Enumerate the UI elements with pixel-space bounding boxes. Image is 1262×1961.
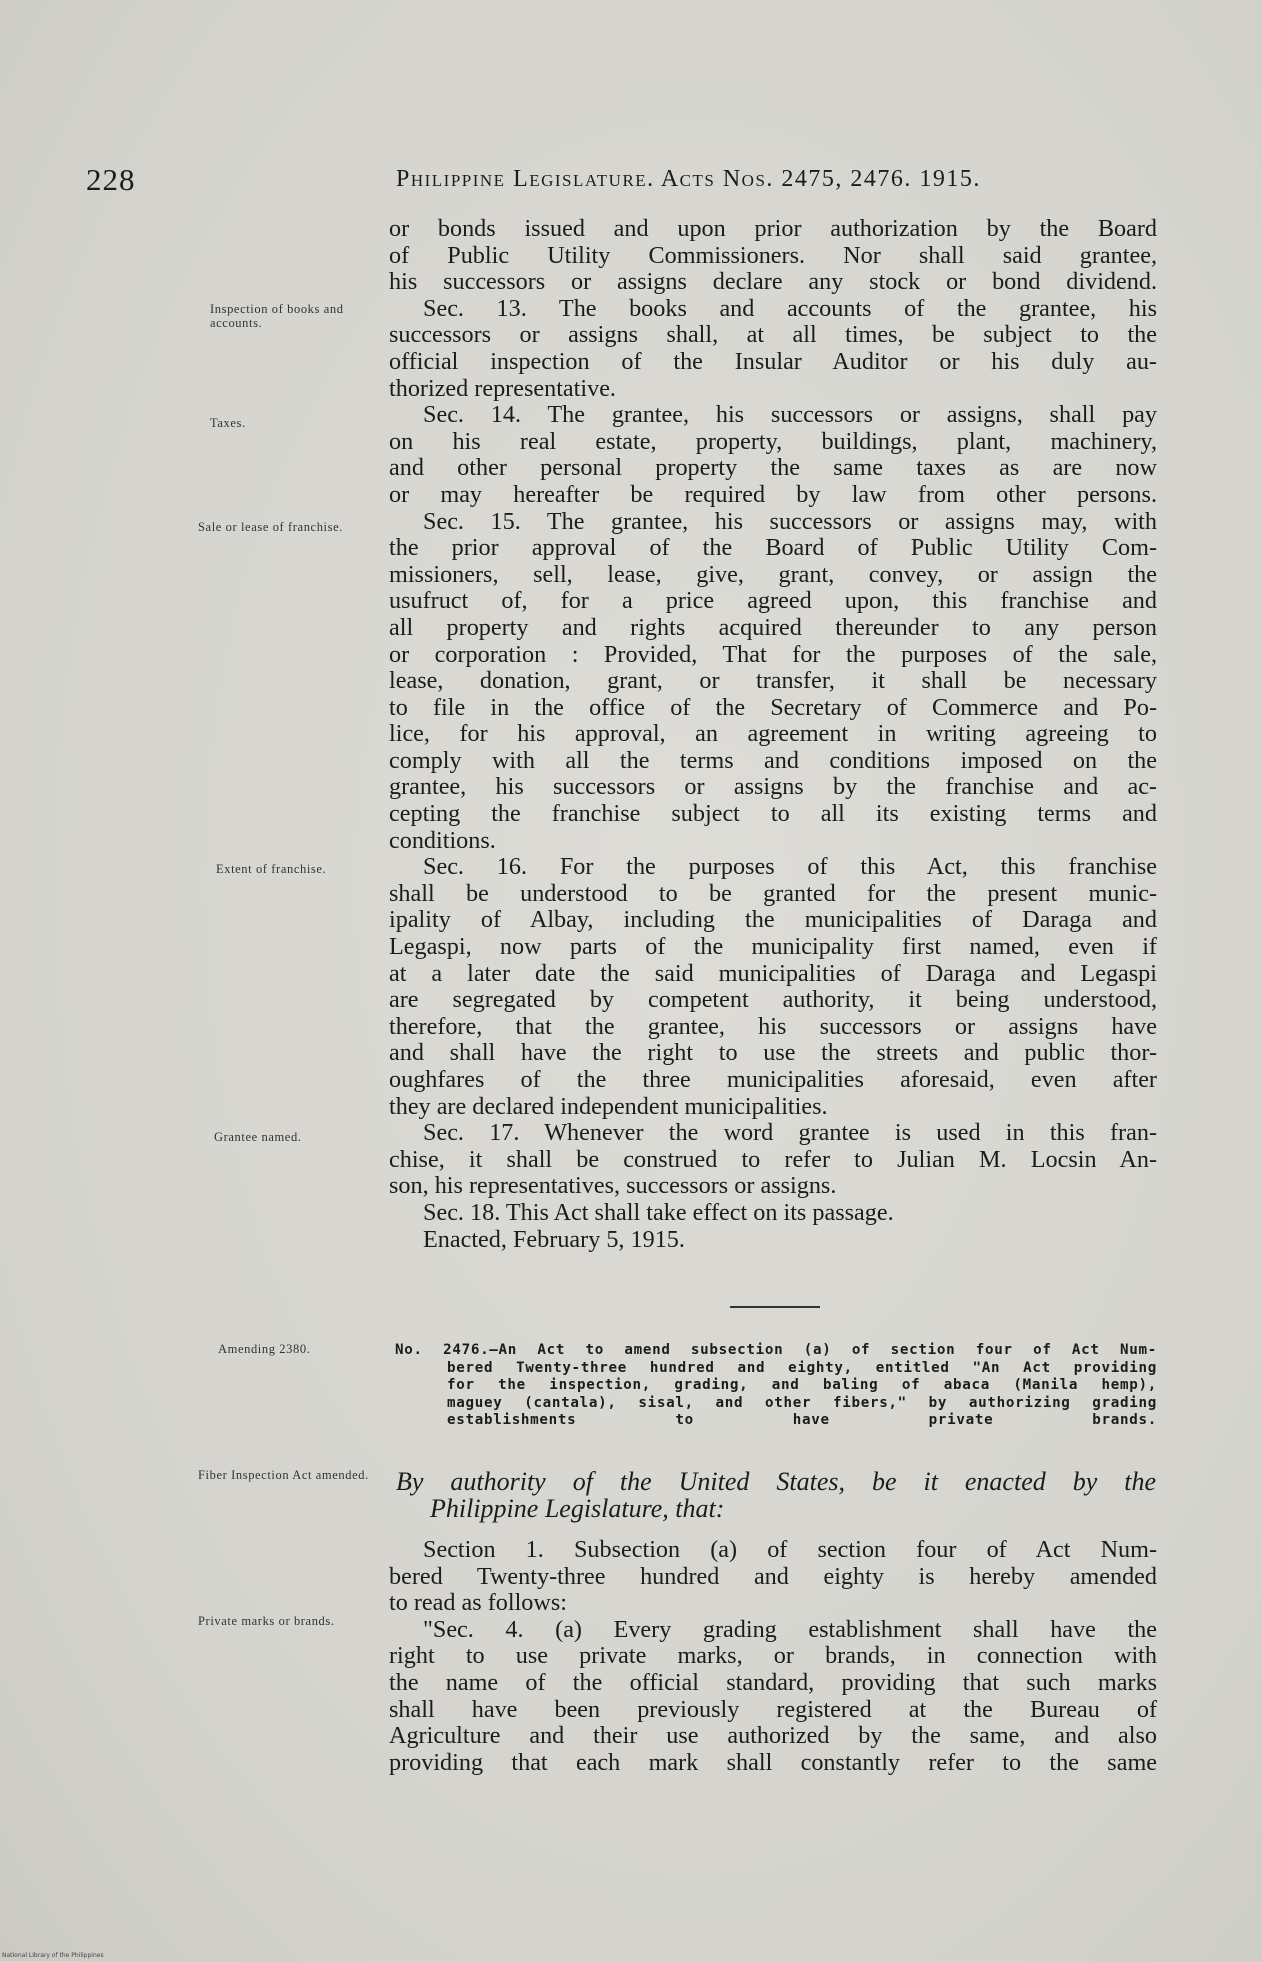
sec4a-line: the name of the official standard, providing that such marks (389, 1668, 1157, 1696)
margin-note-amending: Amending 2380. (218, 1342, 311, 1356)
sec14-line: and other personal property the same taxes as are now (389, 454, 1157, 482)
act-synopsis (395, 1342, 1157, 1430)
sec15-line: missioners, sell, lease, give, grant, convey, or assign the (389, 560, 1157, 588)
page-number: 228 (86, 162, 136, 197)
sec16-line: at a later date the said municipalities of Daraga and Legaspi (389, 959, 1157, 987)
section1-line: to read as follows: (389, 1589, 568, 1617)
sec15-line: all property and rights acquired thereunder to any person (389, 613, 1157, 641)
sec16-line: ipality of Albay, including the municipalities of Daraga and (389, 906, 1157, 934)
margin-note-sale-lease: Sale or lease of franchise. (198, 520, 343, 534)
sec14-line: on his real estate, property, buildings, plant, machinery, (389, 427, 1157, 455)
margin-note-private-marks: Private marks or brands. (198, 1614, 335, 1628)
sec16-line: shall be understood to be granted for the present munic- (389, 879, 1157, 907)
sec13-line: thorized representative. (389, 374, 616, 402)
enacting-line: By authority of the United States, be it enacted by the (396, 1467, 1156, 1496)
sec16-line: and shall have the right to use the streets and public thor- (389, 1039, 1157, 1067)
synopsis-line: bered Twenty-three hundred and eighty, entitled "An Act providing (447, 1359, 1157, 1376)
synopsis-line: No. 2476.—An Act to amend subsection (a) of section four of Act Num- (395, 1342, 1157, 1358)
enacting-line: Philippine Legislature, that: (430, 1494, 725, 1523)
section-divider (730, 1306, 820, 1308)
margin-note-fiber: Fiber Inspection Act amended. (198, 1468, 369, 1482)
sec4a-line: right to use private marks, or brands, in connection with (389, 1642, 1157, 1670)
sec16-line: Sec. 16. For the purposes of this Act, this franchise (423, 853, 1157, 881)
synopsis-line: establishments to have private brands. (447, 1412, 1157, 1429)
enacting-clause (396, 1468, 1156, 1522)
sec16-line: oughfares of the three municipalities aforesaid, even after (389, 1066, 1157, 1093)
sec4a-line: providing that each mark shall constantly refer to the same (389, 1748, 1157, 1776)
body-text (389, 216, 1157, 1253)
sec15-line: cepting the franchise subject to all its existing terms and (389, 800, 1157, 828)
sec15-line: or corporation : Provided, That for the purposes of the sale, (389, 640, 1157, 668)
sec18-line: Sec. 18. This Act shall take effect on its passage. (423, 1198, 894, 1226)
sec15-line: comply with all the terms and conditions imposed on the (389, 746, 1157, 774)
margin-note-inspection: Inspection of books and accounts. (210, 302, 344, 330)
sec14-line: or may hereafter be required by law from other persons. (389, 480, 1157, 508)
sec13-line: official inspection of the Insular Auditor or his duly au- (389, 347, 1157, 375)
sec15-line: the prior approval of the Board of Public Utility Com- (389, 534, 1157, 562)
sec14-line: Sec. 14. The grantee, his successors or assigns, shall pay (423, 401, 1157, 429)
sec4a-line: "Sec. 4. (a) Every grading establishment shall have the (423, 1615, 1157, 1643)
sec17-line: Sec. 17. Whenever the word grantee is used in this fran- (423, 1119, 1157, 1147)
sec15-line: usufruct of, for a price agreed upon, this franchise and (389, 587, 1157, 615)
sec17-line: chise, it shall be construed to refer to Julian M. Locsin An- (389, 1145, 1157, 1173)
text-line: or bonds issued and upon prior authorization by the Board (389, 215, 1157, 242)
amendment-text (389, 1537, 1157, 1776)
sec16-line: therefore, that the grantee, his successors or assigns have (389, 1012, 1157, 1040)
sec13-line: Sec. 13. The books and accounts of the grantee, his (423, 294, 1157, 322)
library-footer: National Library of the Philippines (2, 1952, 104, 1959)
text-line: his successors or assigns declare any stock or bond dividend. (389, 268, 1157, 296)
margin-note-grantee: Grantee named. (214, 1130, 302, 1144)
synopsis-line: maguey (cantala), sisal, and other fibers," by authorizing grading (447, 1394, 1157, 1411)
sec15-line: lice, for his approval, an agreement in writing agreeing to (389, 720, 1157, 748)
section1-line: Section 1. Subsection (a) of section four of Act Num- (423, 1536, 1157, 1563)
sec4a-line: shall have been previously registered at the Bureau of (389, 1695, 1157, 1723)
synopsis-line: for the inspection, grading, and baling of abaca (Manila hemp), (447, 1377, 1157, 1394)
sec15-line: conditions. (389, 826, 496, 854)
sec4a-line: Agriculture and their use authorized by the same, and also (389, 1722, 1157, 1750)
sec17-line: son, his representatives, successors or assigns. (389, 1172, 837, 1200)
sec15-line: Sec. 15. The grantee, his successors or assigns may, with (423, 507, 1157, 535)
sec13-line: successors or assigns shall, at all times, be subject to the (389, 321, 1157, 349)
sec16-line: are segregated by competent authority, it being understood, (389, 986, 1157, 1014)
section1-line: bered Twenty-three hundred and eighty is hereby amended (389, 1562, 1157, 1590)
sec16-line: Legaspi, now parts of the municipality first named, even if (389, 933, 1157, 961)
sec15-line: grantee, his successors or assigns by the franchise and ac- (389, 773, 1157, 801)
running-head: Philippine Legislature. Acts Nos. 2475, 2476. 1915. (396, 166, 981, 192)
text-line: of Public Utility Commissioners. Nor shall said grantee, (389, 241, 1157, 269)
sec15-line: lease, donation, grant, or transfer, it shall be necessary (389, 667, 1157, 695)
sec16-line: they are declared independent municipalities. (389, 1092, 828, 1120)
margin-note-extent: Extent of franchise. (216, 862, 327, 876)
margin-note-taxes: Taxes. (210, 416, 246, 430)
enacted-date: Enacted, February 5, 1915. (423, 1225, 685, 1253)
sec15-line: to file in the office of the Secretary of Commerce and Po- (389, 693, 1157, 721)
